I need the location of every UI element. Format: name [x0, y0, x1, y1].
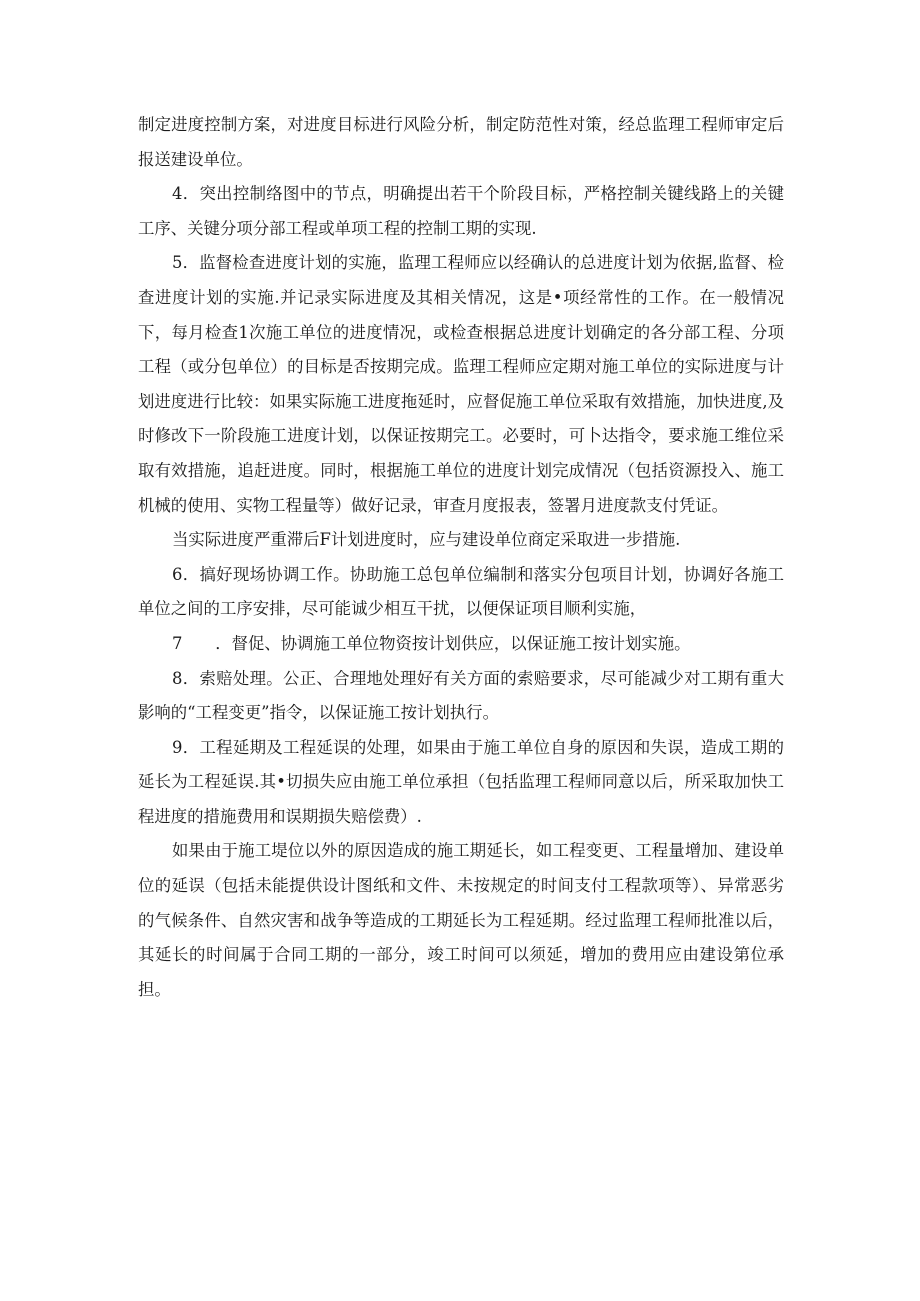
paragraph-4: 当实际进度严重滞后F计划进度时，应与建设单位商定采取进一步措施.: [172, 530, 681, 550]
paragraph-8: 9．工程延期及工程延误的处理，如果由于施工单位自身的原因和失误，造成工期的延长为工程延误.其•切损失应由施工单位承担（包括监理工程师同意以后，所采取加快工程进度的措施费用和误期损失赔偿费）.: [138, 737, 784, 826]
paragraph-7: 8．索赔处理。公正、合理地处理好有关方面的索赔要求，尽可能减少对工期有重大影响的“工程变更”指令，以保证施工按计划执行。: [138, 668, 784, 723]
paragraph-5: 6．搞好现场协调工作。协助施工总包单位编制和落实分包项目计划，协调好各施工单位之间的工序安排，尽可能诚少相互干扰，以便保证项目顺利实施，: [138, 564, 784, 619]
paragraph-2: 4．突出控制络图中的节点，明确提出若干个阶段目标，严格控制关键线路上的关键工序、关键分项分部工程或单项工程的控制工期的实现.: [138, 184, 784, 238]
paragraph-1: 制定进度控制方案，对进度目标进行风险分析，制定防范性对策，经总监理工程师审定后报送建设单位。: [138, 115, 784, 169]
paragraph-6: 7 ．督促、协调施工单位物资按计划供应，以保证施工按计划实施。: [172, 633, 691, 653]
document-body: [138, 108, 784, 1007]
paragraph-3: 5．监督检查进度计划的实施，监理工程师应以经确认的总进度计划为依据,监督、检查进度计划的实施.并记录实际进度及其相关情况，这是•项经常性的工作。在一般情况下，每月检查1次施工单位的进度情况，或检查根据总进度计划确定的各分部工程、分项工程（或分包单位）的目标是否按期完成。监理工程师应定期对施工单位的实际进度与计划进度进行比较：如果实际施工进度拖延时，应督促施工单位采取有效措施，加快进度,及时修改下一阶段施工进度计划，以保证按期完工。必要时，可卜达指令，要求施工维位采取有效措施，追赶进度。同时，根据施工单位的进度计划完成情况（包括资源投入、施工机械的使用、实物工程量等）做好记录，审查月度报表，签署月进度款支付凭证。: [138, 253, 784, 515]
paragraph-9: 如果由于施工堤位以外的原因造成的施工期延长，如工程变更、工程量增加、建设单位的延误（包括未能提供设计图纸和文件、未按规定的时间支付工程款项等）、异常恶劣的气候条件、自然灾害和战争等造成的工期延长为工程延期。经过监理工程师批准以后，其延长的时间属于合同工期的一部分，竣工时间可以须延，增加的费用应由建设第位承担。: [138, 841, 784, 999]
